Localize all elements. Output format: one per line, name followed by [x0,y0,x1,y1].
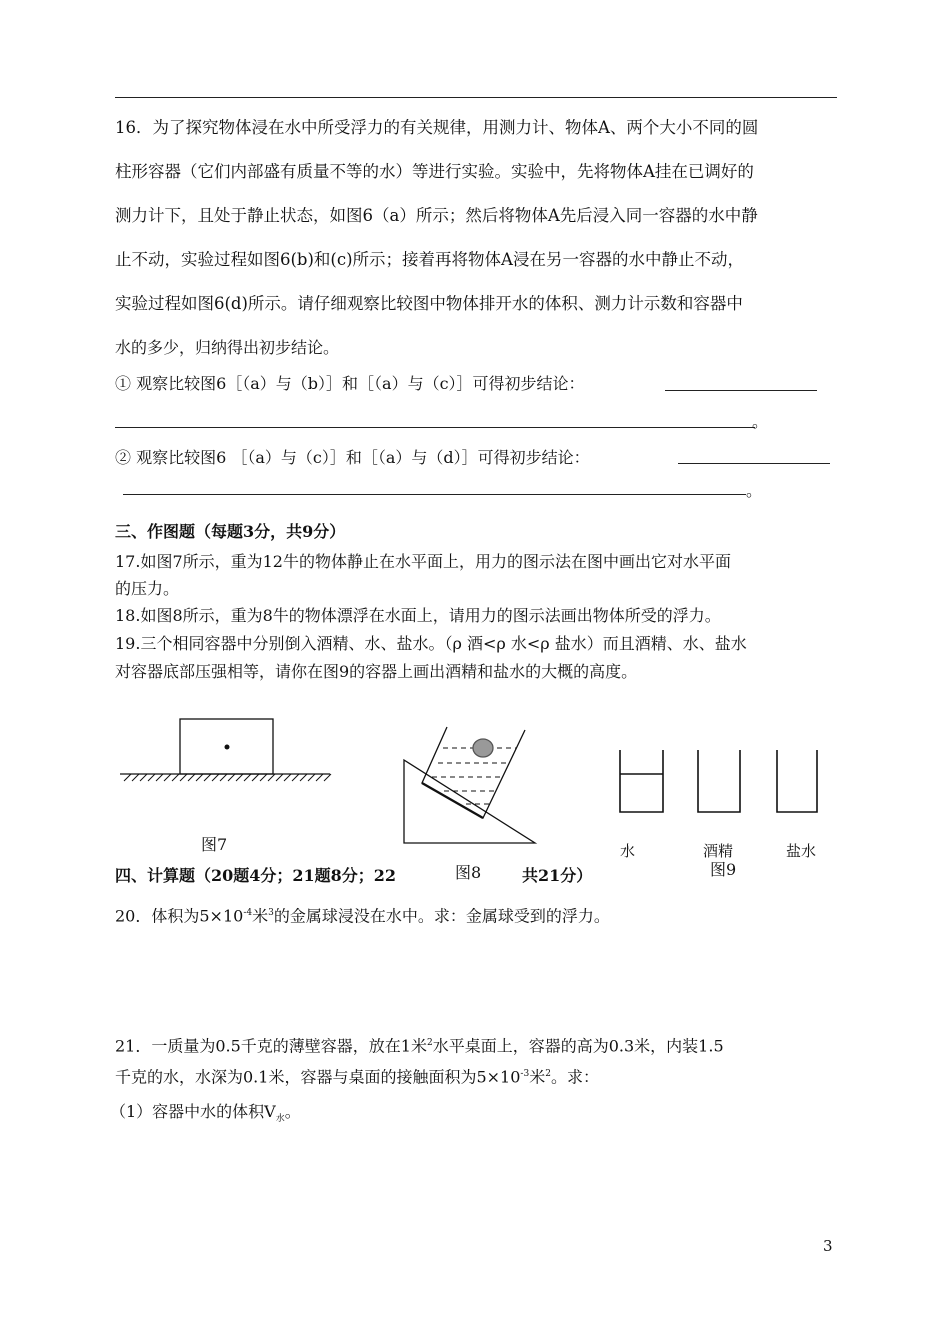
figure-9-drawing [620,750,817,812]
answer-blank-1b[interactable] [115,427,755,428]
fig8-floating-ball [473,739,493,757]
q16-line-6: 水的多少，归纳得出初步结论。 [115,338,340,357]
fig9-container-alcohol [698,750,740,812]
q20-part-a: 20．体积为5×10 [115,906,244,926]
page-number: 3 [823,1237,833,1255]
fig9-container-brine [777,750,817,812]
q17-line-1: 17.如图7所示，重为12牛的物体静止在水平面上，用力的图示法在图中画出它对水平面 [115,552,731,571]
section-4-heading-part-a: 四、计算题（20题4分；21题8分；22 [115,866,397,885]
figure-9-label-alcohol: 酒精 [703,842,734,860]
q21-sub-1 [110,1102,301,1129]
q21-line-1 [115,1033,724,1056]
q21-l2-part-a: 千克的水，水深为0.1米，容器与桌面的接触面积为5×10 [115,1067,521,1087]
figure-8-caption: 图8 [455,863,482,882]
q21-l2-part-b: 米 [529,1067,546,1087]
q21-sub1-part-c: 。 [284,1102,301,1121]
q19-line-1: 19.三个相同容器中分别倒入酒精、水、盐水。（ρ 酒<ρ 水<ρ 盐水）而且酒精、水、盐水 [115,634,747,653]
section-3-heading: 三、作图题（每题3分，共9分） [115,522,346,541]
q21-l1-part-b: 水平桌面上，容器的高为0.3米，内装1.5 [432,1036,724,1056]
fig9-container-water [620,750,663,812]
figure-9-label-brine: 盐水 [786,842,817,860]
answer-blank-2a[interactable] [678,463,830,464]
q20-exponent-1: -4 [243,908,253,918]
q18-text: 18.如图8所示，重为8牛的物体漂浮在水面上，请用力的图示法画出物体所受的浮力。 [115,606,721,625]
fig7-center-dot [225,745,230,750]
period-2: 。 [746,481,763,500]
q21-l2-exponent-1: -3 [520,1069,530,1079]
q16-line-1: 16．为了探究物体浸在水中所受浮力的有关规律，用测力计、物体A、两个大小不同的圆 [115,118,759,137]
figure-8-drawing [404,727,535,843]
q21-sub1-subscript: 水 [275,1114,285,1125]
q21-l2-exponent-2: 2 [545,1069,551,1079]
q17-line-2: 的压力。 [115,579,180,598]
q21-sub1-part-a: （1）容器中水的体积V [110,1102,276,1121]
q19-line-2: 对容器底部压强相等，请你在图9的容器上画出酒精和盐水的大概的高度。 [115,662,638,681]
q16-line-2: 柱形容器（它们内部盛有质量不等的水）等进行实验。实验中，先将物体A挂在已调好的 [115,162,754,181]
period-1: 。 [752,412,769,431]
q21-l1-exponent: 2 [427,1038,433,1048]
q16-sub2: ② 观察比较图6 ［（a）与（c）］和［（a）与（d）］可得初步结论： [115,448,590,467]
q16-line-5: 实验过程如图6(d)所示。请仔细观察比较图中物体排开水的体积、测力计示数和容器中 [115,294,743,313]
figure-7-drawing [120,719,331,781]
q21-line-2 [115,1064,599,1087]
q20-exponent-2: 3 [268,908,274,918]
q16-sub1: ① 观察比较图6［（a）与（b）］和［（a）与（c）］可得初步结论： [115,374,585,393]
q20-part-b: 米 [252,906,269,926]
q21-l2-part-c: 。求： [550,1067,599,1087]
q20-text [115,903,610,926]
fig8-container-bottom [422,783,483,818]
answer-blank-1a[interactable] [665,390,817,391]
section-4-heading-part-b: 共21分） [522,866,593,885]
fig8-incline [404,760,535,843]
q20-part-c: 的金属球浸没在水中。求：金属球受到的浮力。 [273,906,610,926]
figure-7-caption: 图7 [201,835,228,854]
q21-l1-part-a: 21．一质量为0.5千克的薄壁容器，放在1米 [115,1036,427,1056]
figure-9-label-water: 水 [620,842,636,860]
fig7-hatching [124,774,331,781]
q16-line-4: 止不动，实验过程如图6(b)和(c)所示；接着再将物体A浸在另一容器的水中静止不动， [115,250,744,269]
figure-9-caption: 图9 [710,860,737,879]
answer-blank-2b[interactable] [123,494,746,495]
header-rule [115,97,837,98]
q16-line-3: 测力计下，且处于静止状态，如图6（a）所示；然后将物体A先后浸入同一容器的水中静 [115,206,758,225]
